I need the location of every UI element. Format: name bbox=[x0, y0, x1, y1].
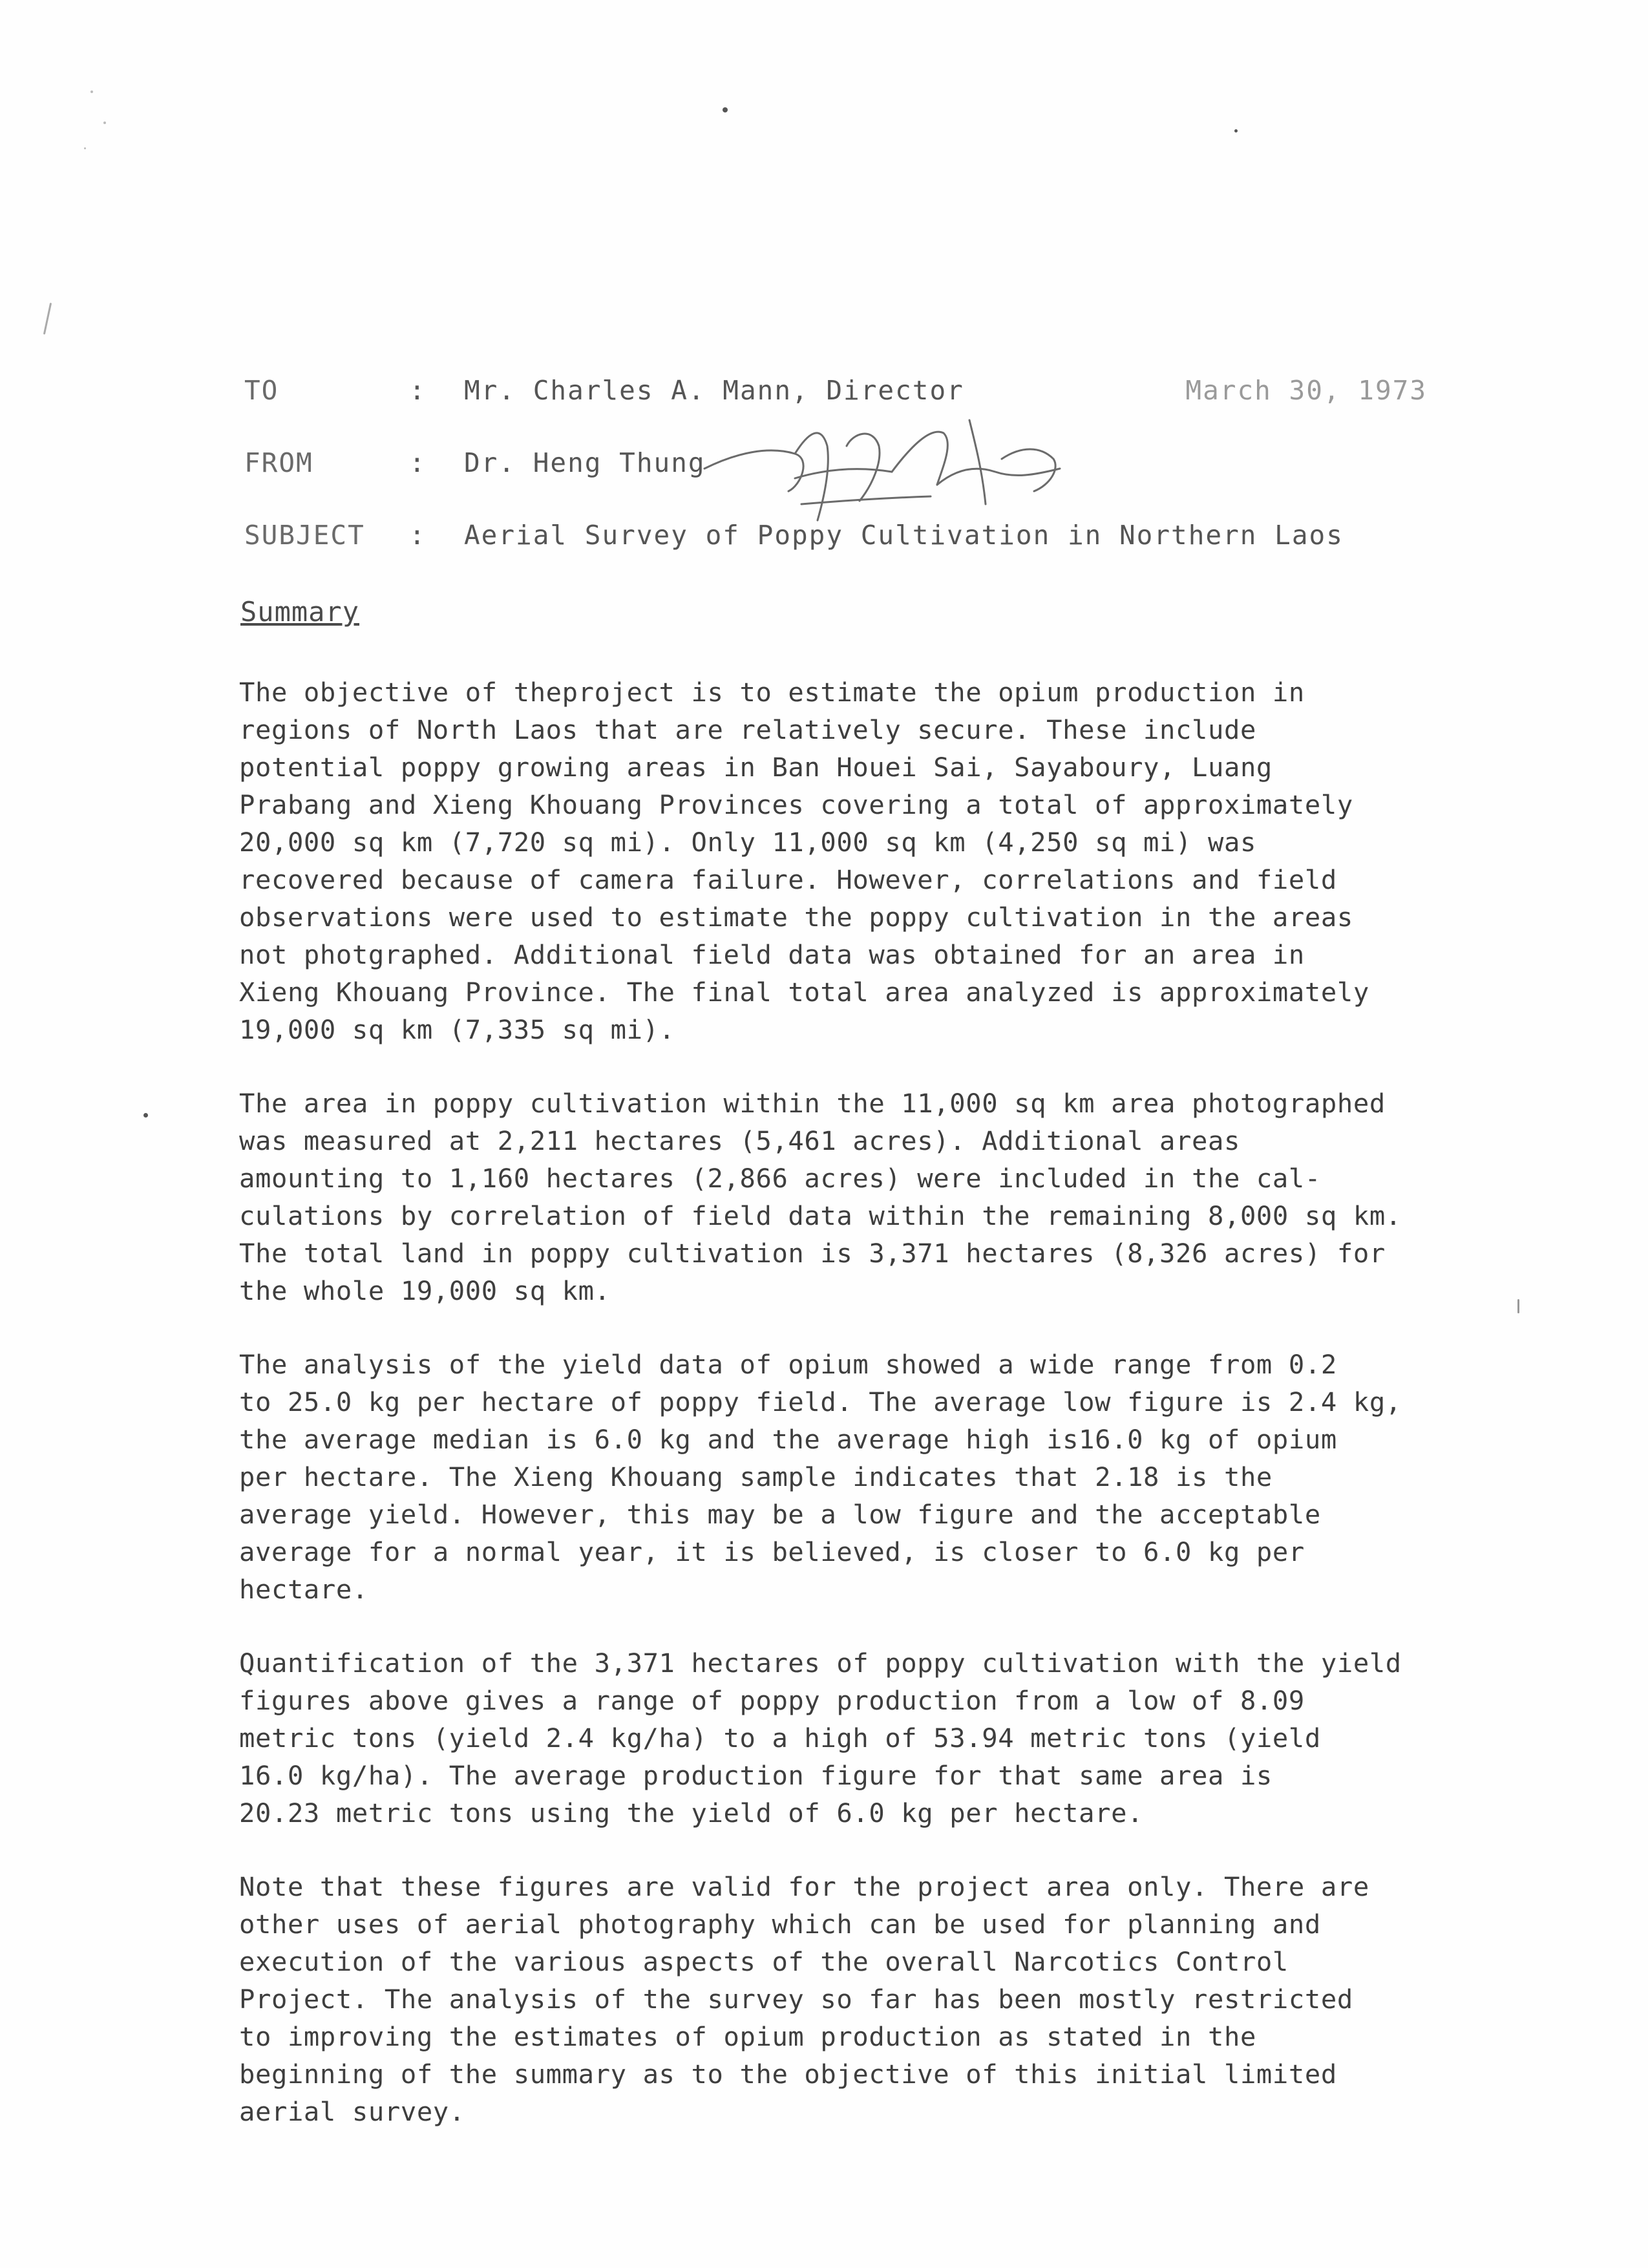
summary-body bbox=[239, 673, 1454, 2167]
scan-speck bbox=[84, 147, 86, 149]
to-colon: : bbox=[409, 375, 427, 406]
summary-paragraph: Quantification of the 3,371 hectares of poppy cultivation with the yield figures above gives a range of poppy production from a low of 8.09 metric tons (yield 2.4 kg/ha) to a high of 53.94 metric tons (yield 16.0 kg/ha). The average production figure for that same area is 20.23 metric tons using the yield of 6.0 kg per hectare. bbox=[239, 1648, 1402, 1828]
summary-paragraph: The area in poppy cultivation within the 11,000 sq km area photographed was measured at 2,211 hectares (5,461 acres). Additional areas amounting to 1,160 hectares (2,866 acres) were included in the cal- culations by correlation of field data within the remaining 8,000 sq km. The total land in poppy cultivation is 3,371 hectares (8,326 acres) for the whole 19,000 sq km. bbox=[239, 1088, 1402, 1306]
summary-paragraph: The objective of theproject is to estimate the opium production in regions of North Laos that are relatively secure. These include potential poppy growing areas in Ban Houei Sai, Sayaboury, Luang Prabang and Xieng Khouang Provinces covering a total of approximately 20,000 sq km (7,720 sq mi). Only 11,000 sq km (4,250 sq mi) was recovered because of camera failure. However, correlations and field observations were used to estimate the poppy cultivation in the areas not photgraphed. Additional field data was obtained for an area in Xieng Khouang Province. The final total area analyzed is approximately 19,000 sq km (7,335 sq mi). bbox=[239, 677, 1369, 1045]
to-recipient: Mr. Charles A. Mann, Director bbox=[464, 375, 964, 406]
summary-paragraph: Note that these figures are valid for the project area only. There are other uses of aerial photography which can be used for planning and execution of the various aspects of the overall Narcotics Control Project. The analysis of the survey so far has been mostly restricted to improving the estimates of opium production as stated in the beginning of the summary as to the objective of this initial limited aerial survey. bbox=[239, 1871, 1369, 2127]
handwritten-signature bbox=[698, 407, 1073, 530]
scan-speck bbox=[90, 90, 93, 93]
subject-colon: : bbox=[409, 520, 427, 551]
subject-text: Aerial Survey of Poppy Cultivation in Northern Laos bbox=[464, 520, 1344, 551]
memo-date: March 30, 1973 bbox=[1185, 375, 1427, 406]
scan-speck bbox=[1234, 129, 1238, 132]
scan-speck bbox=[43, 302, 52, 335]
scan-speck bbox=[723, 107, 728, 112]
scan-speck bbox=[143, 1113, 148, 1118]
summary-paragraph: The analysis of the yield data of opium showed a wide range from 0.2 to 25.0 kg per hectare of poppy field. The average low figure is 2.4 kg, the average median is 6.0 kg and the average high is16.0 kg of opium per hectare. The Xieng Khouang sample indicates that 2.18 is the average yield. However, this may be a low figure and the acceptable average for a normal year, it is believed, is closer to 6.0 kg per hectare. bbox=[239, 1349, 1402, 1605]
from-label: FROM bbox=[244, 447, 313, 478]
subject-label: SUBJECT bbox=[244, 520, 365, 551]
scan-speck bbox=[103, 122, 106, 124]
summary-heading: Summary bbox=[240, 596, 360, 628]
subject-row bbox=[244, 520, 1427, 592]
from-sender: Dr. Heng Thung bbox=[464, 447, 706, 478]
to-label: TO bbox=[244, 375, 279, 406]
scan-speck bbox=[1517, 1299, 1519, 1313]
from-colon: : bbox=[409, 447, 427, 478]
